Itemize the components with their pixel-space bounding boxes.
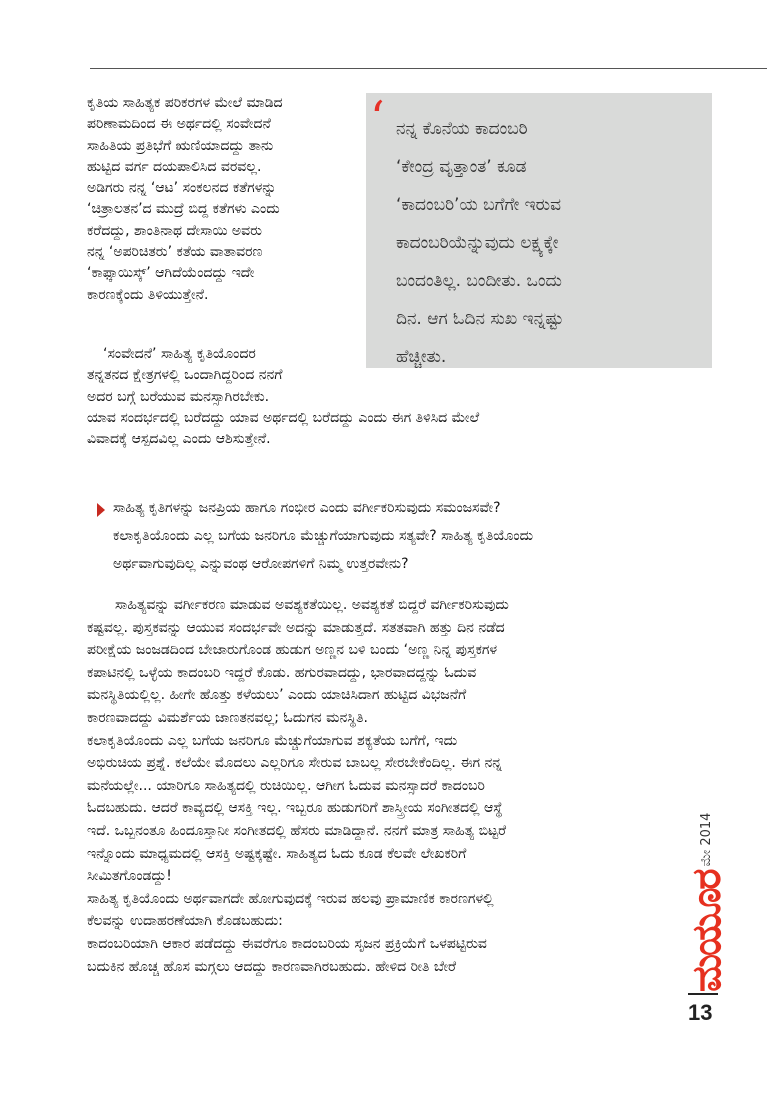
text-line: ಪರಿಣಾಮದಿಂದ ಈ ಅರ್ಥದಲ್ಲಿ ಸಂವೇದನೆ xyxy=(87,116,271,133)
answer-line: ಬದುಕಿನ ಹೊಚ್ಚ ಹೊಸ ಮಗ್ಗಲು ಆದದ್ದು ಕಾರಣವಾಗಿರಬಹುದು. ಹೇಳಿದ ರೀತಿ ಬೇರೆ xyxy=(87,958,457,975)
text-line: ಕೃತಿಯ ಸಾಹಿತ್ಯಕ ಪರಿಕರಗಳ ಮೇಲೆ ಮಾಡಿದ xyxy=(87,95,283,111)
answer-line: ಕಪಾಟಿನಲ್ಲಿ ಒಳ್ಳೆಯ ಕಾದಂಬರಿ ಇದ್ದರೆ ಕೊಡು. ಹಗುರವಾದದ್ದು, ಭಾರವಾದದ್ದನ್ನು ಓದುವ xyxy=(87,664,477,681)
interview-answer xyxy=(87,594,509,978)
text-line: ‘ಚಿತ್ರಾಲತನ’ದ ಮುದ್ರೆ ಬಿದ್ದ ಕತೆಗಳು ಎಂದು xyxy=(87,201,280,218)
answer-line: ಓದಬಹುದು. ಆದರೆ ಕಾವ್ಯದಲ್ಲಿ ಆಸಕ್ತಿ ಇಲ್ಲ. ಇಬ್ಬರೂ ಹುಡುಗರಿಗೆ ಶಾಸ್ತ್ರೀಯ ಸಂಗೀತದಲ್ಲಿ ಆಸ್ಥೆ xyxy=(87,800,503,817)
quote-line: ಬಂದಂತಿಲ್ಲ. ಬಂದೀತು. ಒಂದು xyxy=(396,271,562,291)
text-line: ಅಡಿಗರು ನನ್ನ ‘ಆಟ’ ಸಂಕಲನದ ಕತೆಗಳನ್ನು xyxy=(87,180,277,197)
answer-line: ಮನೆಯಲ್ಲೇ... ಯಾರಿಗೂ ಸಾಹಿತ್ಯದಲ್ಲಿ ರುಚಿಯಿಲ್ಲ. ಆಗೀಗ ಓದುವ ಮನಸ್ಸಾದರೆ ಕಾದಂಬರಿ xyxy=(87,777,485,794)
page-number-rule xyxy=(688,993,718,995)
answer-line: ಕಾರಣವಾದದ್ದು ವಿಮರ್ಶೆಯ ಜಾಣತನವಲ್ಲ; ಓದುಗನ ಮನಸ್ಥಿತಿ. xyxy=(87,709,368,726)
magazine-name: ಮಯೂರ xyxy=(684,870,730,992)
text-line: ಅದರ ಬಗ್ಗೆ ಬರೆಯುವ ಮನಸ್ಸಾಗಿರಬೇಕು. xyxy=(87,388,270,405)
answer-line: ಮನಸ್ಥಿತಿಯಲ್ಲಿಲ್ಲ. ಹೀಗೇ ಹೊತ್ತು ಕಳೆಯಲು’ ಎಂದು ಯಾಚಿಸಿದಾಗ ಹುಟ್ಟಿದ ವಿಭಜನೆಗೆ xyxy=(87,687,467,704)
text-line: ನನ್ನ ‘ಅಪರಿಚಿತರು’ ಕತೆಯ ವಾತಾವರಣ xyxy=(87,244,263,261)
quote-line: ಹೆಚ್ಚೀತು. xyxy=(396,347,447,367)
question-line: ಅರ್ಥವಾಗುವುದಿಲ್ಲ ಎನ್ನುವಂಥ ಆರೋಪಗಳಿಗೆ ನಿಮ್ಮ ಉತ್ತರವೇನು? xyxy=(113,556,409,572)
interview-question xyxy=(113,494,533,578)
answer-line: ಸೀಮಿತಗೊಂಡದ್ದು! xyxy=(87,868,172,885)
text-line: ಕಾರಣಕ್ಕೆಂದು ತಿಳಿಯುತ್ತೇನೆ. xyxy=(87,286,209,303)
header-rule xyxy=(90,68,767,69)
quote-line: ಕಾದಂಬರಿಯೆನ್ನುವುದು ಲಕ್ಷ್ಯಕ್ಕೇ xyxy=(396,233,559,253)
question-line: ಕಲಾಕೃತಿಯೊಂದು ಎಲ್ಲ ಬಗೆಯ ಜನರಿಗೂ ಮೆಚ್ಚುಗೆಯಾಗುವುದು ಸತ್ಯವೇ? ಸಾಹಿತ್ಯ ಕೃತಿಯೊಂದು xyxy=(113,528,534,544)
text-line: ಹುಟ್ಟಿದ ವರ್ಗ ದಯಪಾಲಿಸಿದ ವರವಲ್ಲ. xyxy=(87,158,262,175)
question-arrow-icon xyxy=(97,503,105,517)
answer-line: ಇದೆ. ಒಬ್ಬನಂತೂ ಹಿಂದೂಸ್ತಾನೀ ಸಂಗೀತದಲ್ಲಿ ಹೆಸರು ಮಾಡಿದ್ದಾನೆ. ನನಗೆ ಮಾತ್ರ ಸಾಹಿತ್ಯ ಬಿಟ್ಟರೆ xyxy=(87,822,507,839)
quote-line: ನನ್ನ ಕೊನೆಯ ಕಾದಂಬರಿ xyxy=(396,119,528,139)
pull-quote-text xyxy=(396,110,564,376)
text-line: ತನ್ನತನದ ಕ್ಷೇತ್ರಗಳಲ್ಲಿ ಒಂದಾಗಿದ್ದರಿಂದ ನನಗೆ xyxy=(87,367,283,384)
question-line: ಸಾಹಿತ್ಯ ಕೃತಿಗಳನ್ನು ಜನಪ್ರಿಯ ಹಾಗೂ ಗಂಭೀರ ಎಂದು ವರ್ಗೀಕರಿಸುವುದು ಸಮಂಜಸವೇ? xyxy=(113,500,501,516)
text-line: ಸಾಹಿತಿಯ ಪ್ರತಿಭೆಗೆ ಋಣಿಯಾದದ್ದು ತಾನು xyxy=(87,137,274,154)
text-line: ‘ಸಂವೇದನೆ’ ಸಾಹಿತ್ಯ ಕೃತಿಯೊಂದರ xyxy=(103,346,256,362)
answer-line: ಸಾಹಿತ್ಯ ಕೃತಿಯೊಂದು ಅರ್ಥವಾಗದೇ ಹೋಗುವುದಕ್ಕೆ ಇರುವ ಹಲವು ಪ್ರಾಮಾಣಿಕ ಕಾರಣಗಳಲ್ಲಿ xyxy=(87,890,494,907)
quote-line: ‘ಕಾದಂಬರಿ’ಯ ಬಗೆಗೇ ಇರುವ xyxy=(396,195,561,215)
pull-quote-box xyxy=(366,93,712,368)
quote-line: ದಿನ. ಆಗ ಓದಿನ ಸುಖ ಇನ್ನಷ್ಟು xyxy=(396,309,564,329)
answer-line: ಕಾದಂಬರಿಯಾಗಿ ಆಕಾರ ಪಡೆದದ್ದು ಈವರೆಗೂ ಕಾದಂಬರಿಯ ಸೃಜನ ಪ್ರಕ್ರಿಯೆಗೆ ಒಳಪಟ್ಟಿರುವ xyxy=(87,935,487,952)
magazine-logo xyxy=(685,812,729,992)
quote-mark-icon: ‘ xyxy=(370,91,385,145)
text-line: ವಿವಾದಕ್ಕೆ ಆಸ್ಪದವಿಲ್ಲ ಎಂದು ಆಶಿಸುತ್ತೇನೆ. xyxy=(87,431,271,448)
text-line: ಯಾವ ಸಂದರ್ಭದಲ್ಲಿ ಬರೆದದ್ದು ಯಾವ ಅರ್ಥದಲ್ಲಿ ಬರೆದದ್ದು ಎಂದು ಈಗ ತಿಳಿಸಿದ ಮೇಲೆ xyxy=(87,409,480,426)
issue-date: ಮೇ 2014 xyxy=(699,812,714,867)
text-line: ಕರೆದದ್ದು, ಶಾಂತಿನಾಥ ದೇಸಾಯಿ ಅವರು xyxy=(87,222,263,239)
page-number: 13 xyxy=(688,1000,713,1025)
answer-line: ಕಲಾಕೃತಿಯೊಂದು ಎಲ್ಲ ಬಗೆಯ ಜನರಿಗೂ ಮೆಚ್ಚುಗೆಯಾಗುವ ಶಕ್ಯತೆಯ ಬಗೆಗೆ, ಇದು xyxy=(87,732,458,749)
answer-line: ಕಷ್ಟವಲ್ಲ. ಪುಸ್ತಕವನ್ನು ಆಯುವ ಸಂದರ್ಭವೇ ಅದನ್ನು ಮಾಡುತ್ತದೆ. ಸತತವಾಗಿ ಹತ್ತು ದಿನ ನಡೆದ xyxy=(87,619,505,636)
answer-line: ಪರೀಕ್ಷೆಯ ಜಂಜಡದಿಂದ ಬೇಜಾರುಗೊಂಡ ಹುಡುಗ ಅಣ್ಣನ ಬಳಿ ಬಂದು ‘ಅಣ್ಣ ನಿನ್ನ ಪುಸ್ತಕಗಳ xyxy=(87,642,498,659)
intro-paragraph xyxy=(87,93,357,306)
answer-line: ಇನ್ನೊಂದು ಮಾಧ್ಯಮದಲ್ಲಿ ಆಸಕ್ತಿ ಅಷ್ಟಕ್ಕಷ್ಟೇ. ಸಾಹಿತ್ಯದ ಓದು ಕೂಡ ಕೆಲವೇ ಲೇಖಕರಿಗೆ xyxy=(87,845,467,862)
quote-line: ‘ಕೇಂದ್ರ ವೃತ್ತಾಂತ’ ಕೂಡ xyxy=(396,157,527,177)
text-line: ‘ಕಾಫ್ಕಾಯಿಸ್ಕ್’ ಆಗಿದೆಯೆಂದದ್ದು ಇದೇ xyxy=(87,265,255,282)
answer-line: ಕೆಲವನ್ನು ಉದಾಹರಣೆಯಾಗಿ ಕೊಡಬಹುದು: xyxy=(87,913,283,930)
answer-line: ಅಭಿರುಚಿಯ ಪ್ರಶ್ನೆ. ಕಲೆಯೇ ಮೊದಲು ಎಲ್ಲರಿಗೂ ಸೇರುವ ಬಾಬಲ್ಲ ಸೇರಬೇಕೆಂದಿಲ್ಲ. ಈಗ ನನ್ನ xyxy=(87,755,502,772)
answer-line: ಸಾಹಿತ್ಯವನ್ನು ವರ್ಗೀಕರಣ ಮಾಡುವ ಅವಶ್ಯಕತೆಯಿಲ್ಲ. ಅವಶ್ಯಕತೆ ಬಿದ್ದರೆ ವರ್ಗೀಕರಿಸುವುದು xyxy=(115,597,509,613)
